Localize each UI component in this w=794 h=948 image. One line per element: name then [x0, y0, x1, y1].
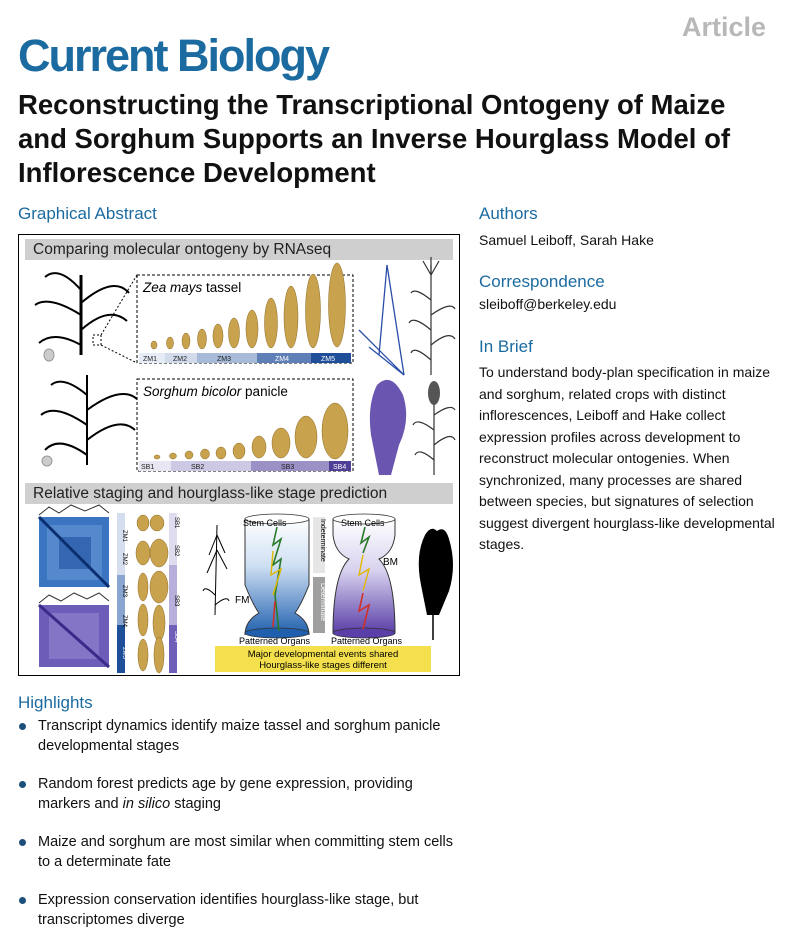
patterned-organs-left-label: Patterned Organs: [239, 636, 311, 646]
fm-label: FM: [235, 595, 250, 606]
stage-label-zm4: ZM4: [275, 356, 289, 363]
in-brief-heading: In Brief: [479, 337, 533, 356]
sorghum-plant-icon: [41, 375, 137, 466]
ga-band-staging: Relative staging and hourglass-like stage prediction: [25, 483, 453, 504]
journal-name[interactable]: Current Biology: [18, 30, 329, 81]
side-label-zm4: ZM4: [121, 615, 127, 627]
side-label-zm1: ZM1: [121, 530, 127, 542]
stage-label-zm2: ZM2: [173, 356, 187, 363]
maize-plant-right-icon: [409, 257, 455, 375]
bullet-icon: [19, 723, 26, 730]
ga-figure: [19, 235, 459, 675]
bullet-icon: [19, 839, 26, 846]
sorghum-panicle-samples: [154, 403, 348, 459]
stage-label-sb2: SB2: [191, 464, 205, 471]
stage-seg-sb2: [171, 461, 251, 471]
authors-heading: Authors: [479, 204, 538, 223]
maize-schematic-icon: [359, 265, 404, 375]
graphical-abstract-heading: Graphical Abstract: [18, 204, 157, 223]
sorghum-silhouette-icon: [419, 529, 453, 640]
sorghum-panicle-label: Sorghum bicolor panicle: [143, 384, 288, 399]
highlight-item: Random forest predicts age by gene expression, providing markers and in silico staging: [18, 774, 468, 814]
highlight-item: Maize and sorghum are most similar when committing stem cells to a determinate fate: [18, 832, 468, 872]
stage-label-sb4: SB4: [333, 464, 347, 471]
side-label-sb3: SB3: [173, 595, 179, 607]
sorghum-purple-panicle-icon: [370, 380, 406, 475]
determinate-label: Determinate: [319, 583, 326, 622]
stage-label-zm3: ZM3: [217, 356, 231, 363]
article-title: Reconstructing the Transcriptional Ontogeny of Maize and Sorghum Supports an Inverse Hourglass Model of Inflorescence Development: [18, 89, 731, 188]
authors-names[interactable]: Samuel Leiboff, Sarah Hake: [479, 232, 654, 248]
side-label-sb4: SB4: [173, 631, 179, 643]
side-label-sb2: SB2: [173, 545, 179, 557]
in-brief-text: To understand body-plan specification in maize and sorghum, related crops with distinct inflorescences, Leiboff and Hake collect expression profiles across development to reconstruct molecular ontogenies. When synchronized, many processes are shared between species, but signatures of selection suggest divergent hourglass-like developmental stages.: [479, 364, 775, 552]
stage-thumbnails: [136, 515, 168, 673]
side-label-zm2: ZM2: [121, 553, 127, 565]
stage-label-sb3: SB3: [281, 464, 295, 471]
maize-heatmap: [39, 505, 109, 587]
hourglass-left: [245, 514, 309, 638]
note-line-1: Major developmental events shared: [247, 649, 399, 660]
sorghum-plant-right-icon: [413, 381, 455, 475]
highlights-list: [18, 716, 468, 948]
maize-tassel-label: Zea mays tassel: [143, 280, 242, 295]
maize-sketch-icon: [203, 525, 229, 615]
bullet-icon: [19, 897, 26, 904]
side-label-zm5: ZM5: [121, 647, 127, 659]
bm-label: BM: [383, 557, 398, 568]
highlights-heading: Highlights: [18, 693, 93, 712]
note-line-2: Hourglass-like stages different: [259, 660, 387, 671]
correspondence-heading: Correspondence: [479, 272, 605, 291]
sorghum-heatmap: [39, 593, 109, 667]
maize-plant-icon: [35, 273, 129, 361]
article-label: Article: [681, 12, 766, 42]
side-label-sb1: SB1: [173, 517, 179, 529]
side-label-zm3: ZM3: [121, 585, 127, 597]
stage-label-zm1: ZM1: [143, 356, 157, 363]
stem-cells-left-label: Stem Cells: [243, 518, 287, 528]
graphical-abstract: [18, 234, 460, 676]
stem-cells-right-label: Stem Cells: [341, 518, 385, 528]
indeterminate-label: Indeterminate: [319, 519, 326, 562]
stage-label-sb1: SB1: [141, 464, 155, 471]
correspondence-email[interactable]: sleiboff@berkeley.edu: [479, 296, 617, 312]
hourglass-right: [333, 514, 395, 638]
ga-band-rnaseq: Comparing molecular ontogeny by RNAseq: [25, 239, 453, 260]
maize-tassel-samples: [151, 263, 346, 349]
bullet-icon: [19, 781, 26, 788]
highlight-item: Expression conservation identifies hourglass-like stage, but transcriptomes diverge: [18, 890, 468, 930]
patterned-organs-right-label: Patterned Organs: [331, 636, 403, 646]
highlight-item: Transcript dynamics identify maize tassel and sorghum panicle developmental stages: [18, 716, 468, 756]
stage-label-zm5: ZM5: [321, 356, 335, 363]
